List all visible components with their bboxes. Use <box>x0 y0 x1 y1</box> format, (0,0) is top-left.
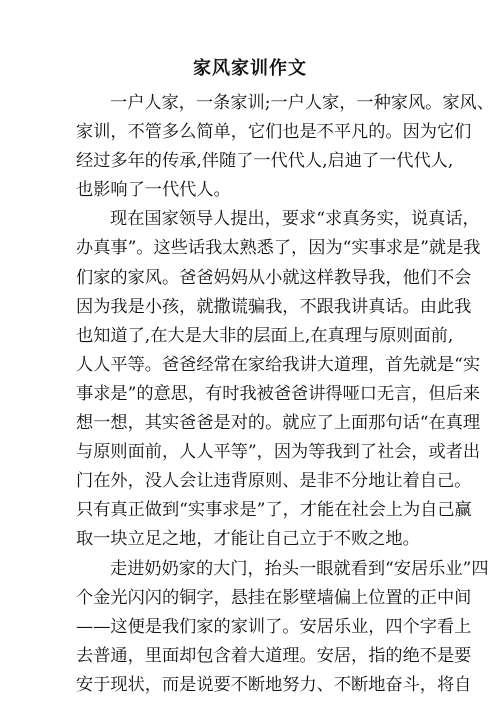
paragraph-1-line-2: 家训，不管多么简单，它们也是不平凡的。因为它们 <box>76 122 472 143</box>
paragraph-3-line-2: 个金光闪闪的铜字，悬挂在影壁墙偏上位置的正中间 <box>76 587 472 608</box>
paragraph-3-line-5: 安于现状，而是说要不断地努力、不断地奋斗，将自 <box>76 674 472 695</box>
paragraph-2-line-10: 门在外，没人会让违背原则、是非不分地让着自己。 <box>76 471 472 492</box>
paragraph-1-line-4: 也影响了一代代人。 <box>76 180 231 201</box>
paragraph-2-line-2: 办真事”。这些话我太熟悉了，因为“实事求是”就是我 <box>76 238 481 259</box>
paragraph-1-line-3: 经过多年的传承,伴随了一代代人,启迪了一代代人, <box>76 151 454 172</box>
paragraph-2-line-5: 也知道了,在大是大非的层面上,在真理与原则面前, <box>76 325 454 346</box>
paragraph-2-line-11: 只有真正做到“实事求是”了，才能在社会上为自己赢 <box>76 500 472 521</box>
paragraph-2-line-1: 现在国家领导人提出，要求“求真务实，说真话， <box>110 209 480 230</box>
paragraph-2-line-4: 因为我是小孩，就撒谎骗我，不跟我讲真话。由此我 <box>76 296 472 317</box>
document-body <box>76 89 494 700</box>
paragraph-2-line-12: 取一块立足之地，才能让自己立于不败之地。 <box>76 529 420 550</box>
paragraph-2-line-6: 人人平等。爸爸经常在家给我讲大道理，首先就是“实 <box>76 354 481 375</box>
document-title: 家风家训作文 <box>193 58 307 79</box>
paragraph-3-line-3: ——这便是我们家的家训了。安居乐业，四个字看上 <box>76 616 472 637</box>
paragraph-2-line-8: 想一想，其实爸爸是对的。就应了上面那句话“在真理 <box>76 413 481 434</box>
paragraph-2-line-9: 与原则面前，人人平等”，因为等我到了社会，或者出 <box>76 442 481 463</box>
paragraph-2-line-7: 事求是”的意思，有时我被爸爸讲得哑口无言，但后来 <box>76 383 481 404</box>
paragraph-3-line-1: 走进奶奶家的大门，抬头一眼就看到“安居乐业”四 <box>110 558 489 579</box>
paragraph-2-line-3: 们家的家风。爸爸妈妈从小就这样教导我，他们不会 <box>76 267 472 288</box>
paragraph-1-line-1: 一户人家，一条家训;一户人家，一种家风。家风、 <box>110 93 494 113</box>
paragraph-3-line-4: 去普通，里面却包含着大道理。安居，指的绝不是要 <box>76 645 472 666</box>
